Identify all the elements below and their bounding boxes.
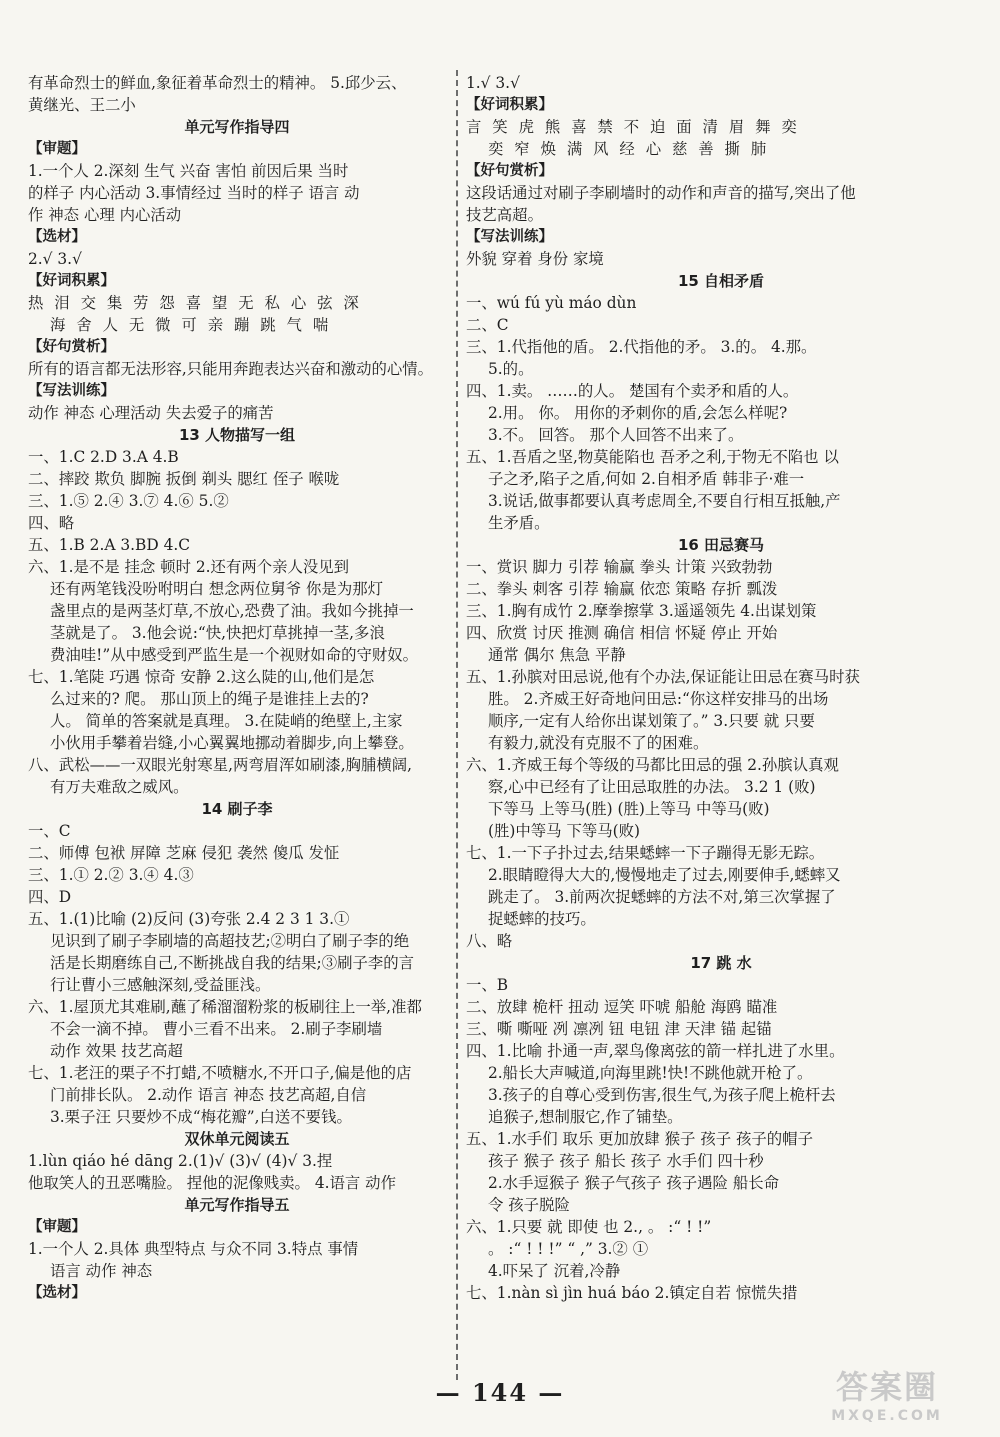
page-number: — 144 —: [435, 1378, 565, 1407]
left-line: 五、1.(1)比喻 (2)反问 (3)夸张 2.4 2 3 1 3.①: [28, 910, 350, 928]
left-line: 3.栗子汪 只要炒不成“梅花瓣”,白送不要钱。: [50, 1108, 352, 1126]
left-line: 五、1.B 2.A 3.BD 4.C: [28, 536, 191, 554]
right-line: 一、B: [466, 976, 509, 994]
watermark-url: MXQE.COM: [831, 1408, 943, 1424]
left-line: 费油哇!”从中感受到严监生是一个视财如命的守财奴。: [50, 646, 419, 664]
left-line: 1.lùn qiáo hé dāng 2.(1)√ (3)√ (4)√ 3.捏: [28, 1152, 333, 1170]
right-line: 七、1.一下子扑过去,结果蟋蟀一下子蹦得无影无踪。: [466, 844, 825, 862]
right-line: 一、wú fú yù máo dùn: [466, 294, 637, 312]
right-column: [466, 72, 976, 1304]
right-line: 胜。 2.齐威王好奇地问田忌:“你这样安排马的出场: [488, 690, 829, 708]
left-line: 三、1.① 2.② 3.④ 4.③: [28, 866, 194, 884]
right-line: 子之矛,陷子之盾,何如 2.自相矛盾 韩非子·难一: [488, 470, 805, 488]
right-line: 顺序,一定有人给你出谋划策了。” 3.只要 就 只要: [488, 712, 815, 730]
right-line: 八、略: [466, 932, 513, 950]
left-line: 黄继光、王二小: [28, 96, 136, 114]
section-title: 单元写作指导五: [184, 1196, 290, 1214]
left-line: 么过来的? 爬。 那山顶上的绳子是谁挂上去的?: [50, 690, 369, 708]
column-divider: [456, 70, 458, 1380]
right-line: 追猴子,想制服它,作了铺垫。: [488, 1108, 683, 1126]
section-title: 13 人物描写一组: [178, 426, 296, 444]
subsection-tag: 【选材】: [28, 229, 86, 245]
right-line: 三、1.代指他的盾。 2.代指他的矛。 3.的。 4.那。: [466, 338, 817, 356]
watermark-logo: [792, 1363, 982, 1423]
left-line: 作 神态 心理 内心活动: [28, 206, 182, 224]
left-line: 七、1.老汪的栗子不打蜡,不喷糖水,不开口子,偏是他的店: [28, 1064, 412, 1082]
right-line: 孩子 猴子 孩子 船长 孩子 水手们 四十秒: [488, 1152, 764, 1170]
right-line: 一、赏识 脚力 引荐 输赢 拳头 计策 兴致勃勃: [466, 558, 773, 576]
right-line: 六、1.只要 就 即使 也 2., 。 :“ ! !”: [466, 1218, 712, 1236]
subsection-tag: 【好词积累】: [466, 97, 553, 113]
right-line: 捉蟋蟀的技巧。: [488, 910, 596, 928]
left-column: [28, 72, 446, 1304]
left-line: 门前排长队。 2.动作 语言 神态 技艺高超,自信: [50, 1086, 367, 1104]
left-line: 动作 神态 心理活动 失去爱子的痛苦: [28, 404, 274, 422]
right-line: 4.吓呆了 沉着,冷静: [488, 1262, 621, 1280]
left-line: 三、1.⑤ 2.④ 3.⑦ 4.⑥ 5.②: [28, 492, 229, 510]
subsection-tag: 【选材】: [28, 1285, 86, 1301]
section-title: 14 刷子李: [201, 800, 273, 818]
left-line: 茎就是了。 3.他会说:“快,快把灯草挑掉一茎,多浪: [50, 624, 385, 642]
left-line: 动作 效果 技艺高超: [50, 1042, 183, 1060]
left-line: 不会一滴不掉。 曹小三看不出来。 2.刷子李刷墙: [50, 1020, 383, 1038]
right-line: 1.√ 3.√: [466, 74, 520, 92]
right-line: 二、拳头 刺客 引荐 输赢 依恋 策略 存折 瓢泼: [466, 580, 778, 598]
left-line: 二、师傅 包袱 屏障 芝麻 侵犯 袭然 傻瓜 发怔: [28, 844, 340, 862]
section-title: 双休单元阅读五: [184, 1130, 290, 1148]
right-line: 生矛盾。: [488, 514, 550, 532]
right-line: 2.眼睛瞪得大大的,慢慢地走了过去,刚要伸手,蟋蟀又: [488, 866, 841, 884]
left-line: 六、1.是不是 挂念 顿时 2.还有两个亲人没见到: [28, 558, 350, 576]
left-line: 人。 简单的答案就是真理。 3.在陡峭的绝壁上,主家: [50, 712, 403, 730]
subsection-tag: 【审题】: [28, 141, 86, 157]
left-line: 有革命烈士的鲜血,象征着革命烈士的精神。 5.邱少云、: [28, 74, 407, 92]
word-grid-line: 言 笑 虎 熊 喜 禁 不 迫 面 清 眉 舞 奕: [466, 118, 798, 136]
left-line: 行让曹小三感触深刻,受益匪浅。: [50, 976, 271, 994]
left-line: 四、略: [28, 514, 75, 532]
left-line: 一、1.C 2.D 3.A 4.B: [28, 448, 179, 466]
section-title: 17 跳 水: [690, 954, 752, 972]
right-line: 三、1.胸有成竹 2.摩拳擦掌 3.遥遥领先 4.出谋划策: [466, 602, 817, 620]
left-line: 八、武松——一双眼光射寒星,两弯眉浑如刷漆,胸脯横阔,: [28, 756, 413, 774]
right-line: 五、1.吾盾之坚,物莫能陷也 吾矛之利,于物无不陷也 以: [466, 448, 839, 466]
left-line: 二、摔跤 欺负 脚腕 扳倒 剃头 腮红 侄子 喉咙: [28, 470, 340, 488]
left-line: 盏里点的是两茎灯草,不放心,恐费了油。我如今挑掉一: [50, 602, 414, 620]
section-title: 15 自相矛盾: [677, 272, 765, 290]
word-grid-line: 奕 窄 焕 满 风 经 心 慈 善 撕 肺: [488, 140, 768, 158]
right-line: 通常 偶尔 焦急 平静: [488, 646, 626, 664]
section-title: 单元写作指导四: [184, 118, 290, 136]
left-line: 七、1.笔陡 巧遇 惊奇 安静 2.这么陡的山,他们是怎: [28, 668, 375, 686]
right-line: 2.用。 你。 用你的矛刺你的盾,会怎么样呢?: [488, 404, 788, 422]
right-line: 二、放肆 桅杆 扭动 逗笑 吓唬 船舱 海鸥 瞄准: [466, 998, 778, 1016]
right-line: 六、1.齐威王每个等级的马都比田忌的强 2.孙膑认真观: [466, 756, 839, 774]
right-line: 七、1.nàn sì jìn huá báo 2.镇定自若 惊慌失措: [466, 1284, 798, 1302]
left-line: 见识到了刷子李刷墙的高超技艺;②明白了刷子李的绝: [50, 932, 410, 950]
watermark-title: 答案圈: [835, 1368, 938, 1406]
right-line: 察,心中已经有了让田忌取胜的办法。 3.2 1 (败): [488, 778, 816, 796]
left-line: 六、1.屋顶尤其难刷,蘸了稀溜溜粉浆的板刷往上一举,准都: [28, 998, 422, 1016]
left-line: 四、D: [28, 888, 72, 906]
right-line: 三、嘶 嘶哑 冽 凛冽 钮 电钮 津 天津 锚 起锚: [466, 1020, 772, 1038]
subsection-tag: 【好词积累】: [28, 273, 115, 289]
left-line: 的样子 内心活动 3.事情经过 当时的样子 语言 动: [28, 184, 360, 202]
word-grid-line: 热 泪 交 集 劳 怨 喜 望 无 私 心 弦 深: [28, 294, 360, 312]
right-line: 五、1.水手们 取乐 更加放肆 猴子 孩子 孩子的帽子: [466, 1130, 813, 1148]
right-line: 这段话通过对刷子李刷墙时的动作和声音的描写,突出了他: [466, 184, 856, 202]
right-line: 。 :“ ! ! !” “ ,” 3.② ①: [488, 1240, 649, 1258]
right-line: 5.的。: [488, 360, 534, 378]
right-line: 有毅力,就没有克服不了的困难。: [488, 734, 709, 752]
left-line: 2.√ 3.√: [28, 250, 82, 268]
right-line: 五、1.孙膑对田忌说,他有个办法,保证能让田忌在赛马时获: [466, 668, 860, 686]
left-line: 有万夫难敌之威风。: [50, 778, 189, 796]
right-line: 外貌 穿着 身份 家境: [466, 250, 604, 268]
left-line: 所有的语言都无法形容,只能用奔跑表达兴奋和激动的心情。: [28, 360, 434, 378]
right-line: 3.说话,做事都要认真考虑周全,不要自行相互抵触,产: [488, 492, 841, 510]
right-line: 跳走了。 3.前两次捉蟋蟀的方法不对,第三次掌握了: [488, 888, 836, 906]
left-line: 小伙用手攀着岩缝,小心翼翼地挪动着脚步,向上攀登。: [50, 734, 414, 752]
left-line: 语言 动作 神态: [50, 1262, 153, 1280]
left-line: 1.一个人 2.具体 典型特点 与众不同 3.特点 事情: [28, 1240, 359, 1258]
subsection-tag: 【写法训练】: [28, 383, 115, 399]
left-line: 1.一个人 2.深刻 生气 兴奋 害怕 前因后果 当时: [28, 162, 349, 180]
section-title: 16 田忌赛马: [677, 536, 765, 554]
right-line: 四、1.比喻 扑通一声,翠鸟像离弦的箭一样扎进了水里。: [466, 1042, 845, 1060]
right-line: 技艺高超。: [466, 206, 543, 224]
right-line: 四、1.卖。 ……的人。 楚国有个卖矛和盾的人。: [466, 382, 799, 400]
subsection-tag: 【审题】: [28, 1219, 86, 1235]
subsection-tag: 【好句赏析】: [28, 339, 115, 355]
left-line: 活是长期磨练自己,不断挑战自我的结果;③刷子李的言: [50, 954, 415, 972]
right-line: 2.水手逗猴子 猴子气孩子 孩子遇险 船长命: [488, 1174, 780, 1192]
right-line: 令 孩子脱险: [488, 1196, 570, 1214]
subsection-tag: 【好句赏析】: [466, 163, 553, 179]
right-line: 二、C: [466, 316, 509, 334]
left-line: 还有两笔钱没吩咐明白 想念两位舅爷 你是为那灯: [50, 580, 383, 598]
subsection-tag: 【写法训练】: [466, 229, 553, 245]
left-line: 他取笑人的丑恶嘴脸。 捏他的泥像贱卖。 4.语言 动作: [28, 1174, 396, 1192]
right-line: 四、欣赏 讨厌 推测 确信 相信 怀疑 停止 开始: [466, 624, 778, 642]
right-line: 3.不。 回答。 那个人回答不出来了。: [488, 426, 744, 444]
right-line: 2.船长大声喊道,向海里跳!快!不跳他就开枪了。: [488, 1064, 813, 1082]
word-grid-line: 海 舍 人 无 微 可 亲 蹦 跳 气 喘: [50, 316, 330, 334]
right-line: (胜)中等马 下等马(败): [488, 822, 641, 840]
left-line: 一、C: [28, 822, 71, 840]
right-line: 下等马 上等马(胜) (胜)上等马 中等马(败): [488, 800, 770, 818]
right-line: 3.孩子的自尊心受到伤害,很生气,为孩子爬上桅杆去: [488, 1086, 836, 1104]
